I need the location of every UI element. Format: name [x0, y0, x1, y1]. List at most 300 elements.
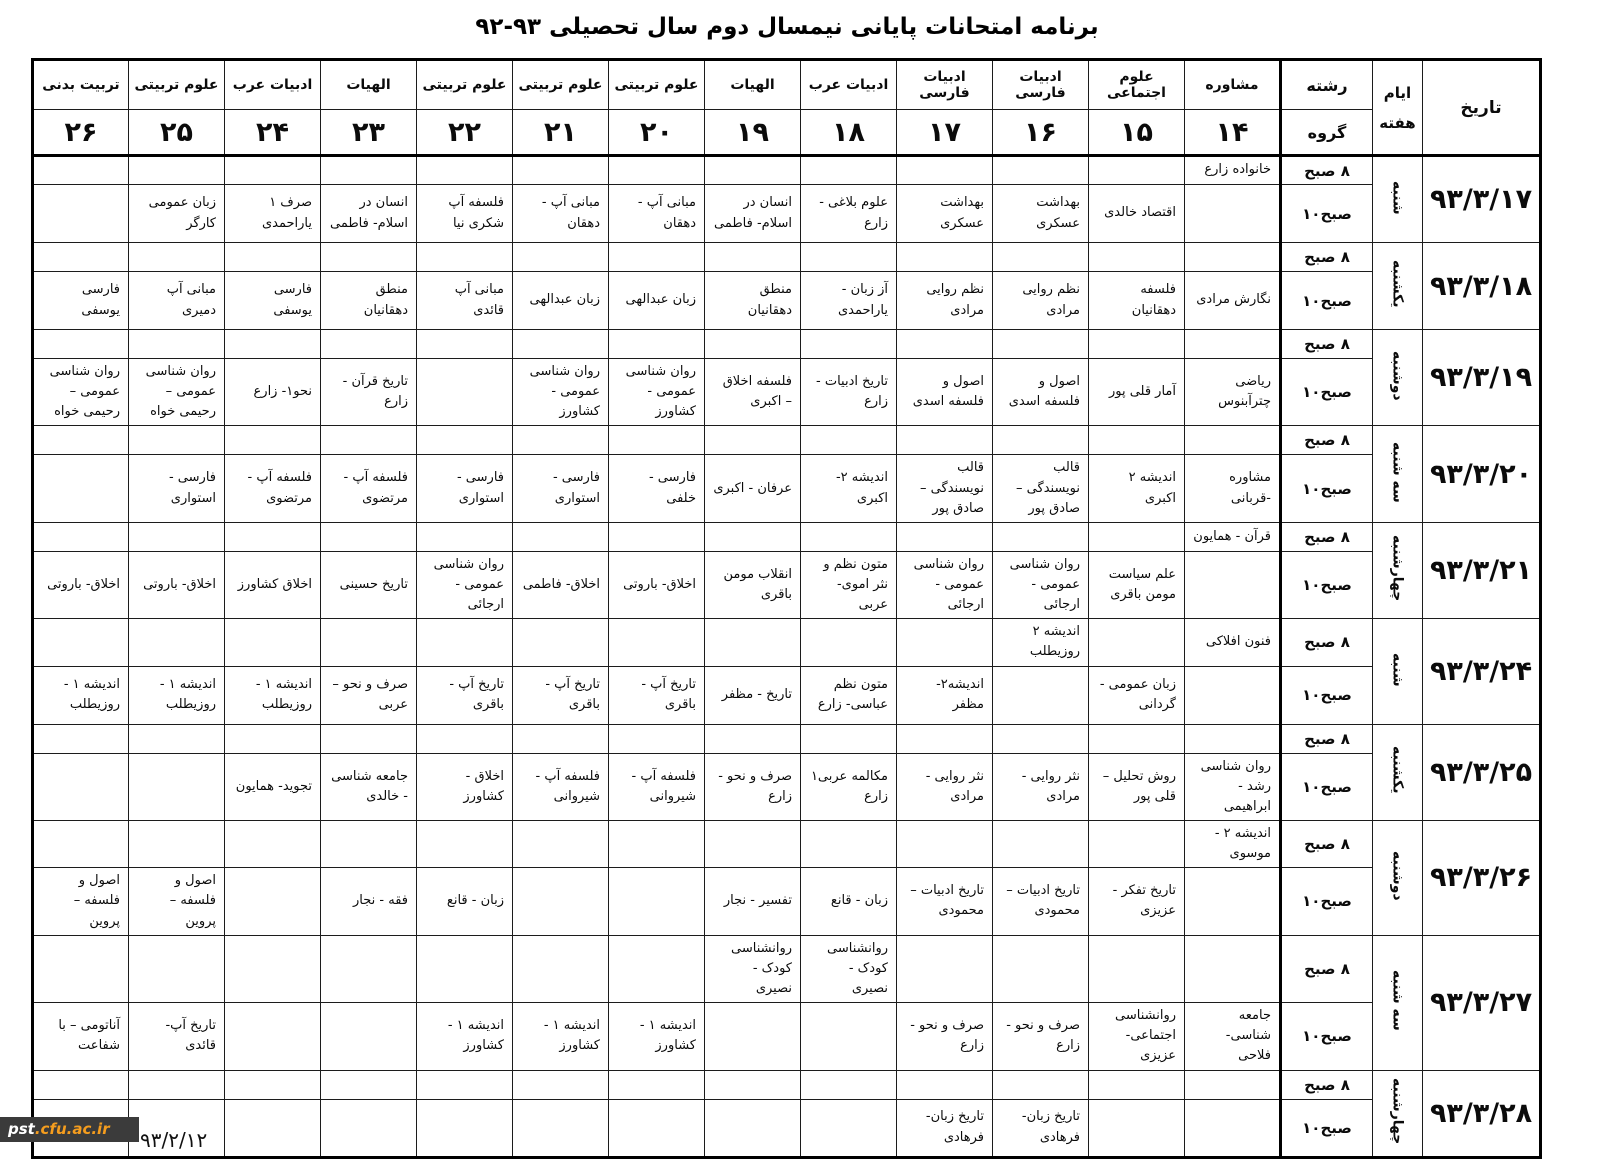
exam-cell-g23-10am: منطق دهقانیان: [321, 272, 417, 330]
exam-cell-g18-10am: [801, 1099, 897, 1157]
exam-cell-g24-8am: [225, 522, 321, 551]
exam-cell-g26-10am: [33, 185, 129, 243]
exam-cell-g25-8am: [129, 330, 225, 359]
exam-cell-g22-10am: روان شناسی عمومی - ارجائی: [417, 551, 513, 618]
day-cell: [1373, 935, 1423, 1070]
exam-cell-g22-10am: فارسی - استواری: [417, 455, 513, 522]
exam-cell-g21-10am: زبان عبدالهی: [513, 272, 609, 330]
exam-cell-g22-8am: [417, 330, 513, 359]
header-group-number-19: ۱۹: [705, 110, 801, 156]
exam-cell-g16-10am: نظم روایی مرادی: [993, 272, 1089, 330]
header-days-line1: ایام: [1383, 83, 1412, 102]
header-group-number-23: ۲۳: [321, 110, 417, 156]
exam-cell-g21-8am: [513, 426, 609, 455]
exam-cell-g17-10am: بهداشت عسکری: [897, 185, 993, 243]
exam-cell-g17-10am: اندیشه۲- مظفر: [897, 666, 993, 724]
exam-cell-g19-10am: انقلاب مومن باقری: [705, 551, 801, 618]
exam-cell-g18-10am: تاریخ ادبیات - زارع: [801, 359, 897, 426]
header-group-number-15: ۱۵: [1089, 110, 1185, 156]
exam-cell-g16-10am: تاریخ ادبیات – محمودی: [993, 868, 1089, 935]
exam-cell-g22-8am: [417, 156, 513, 185]
exam-cell-g24-10am: [225, 1003, 321, 1070]
exam-cell-g19-8am: [705, 330, 801, 359]
exam-cell-g15-10am: روانشناسی اجتماعی- عزیزی: [1089, 1003, 1185, 1070]
exam-cell-g21-10am: [513, 1099, 609, 1157]
time-slot-8am: ۸ صبح: [1281, 243, 1373, 272]
header-group-number-21: ۲۱: [513, 110, 609, 156]
exam-cell-g24-10am: فارسی یوسفی: [225, 272, 321, 330]
exam-cell-g15-8am: [1089, 522, 1185, 551]
time-slot-10am: ۱۰صبح: [1281, 753, 1373, 820]
exam-cell-g16-10am: قالب نویسندگی – صادق پور: [993, 455, 1089, 522]
exam-cell-g20-8am: [609, 1070, 705, 1099]
exam-cell-g14-10am: [1185, 551, 1281, 618]
exam-cell-g19-10am: صرف و نحو - زارع: [705, 753, 801, 820]
header-group-number-26: ۲۶: [33, 110, 129, 156]
exam-cell-g18-8am: [801, 243, 897, 272]
exam-cell-g18-8am: [801, 820, 897, 867]
exam-cell-g24-8am: [225, 330, 321, 359]
exam-cell-g25-8am: [129, 820, 225, 867]
exam-cell-g20-8am: [609, 243, 705, 272]
exam-cell-g16-8am: [993, 156, 1089, 185]
exam-cell-g17-10am: تاریخ ادبیات – محمودی: [897, 868, 993, 935]
exam-cell-g25-10am: روان شناسی عمومی – رحیمی خواه: [129, 359, 225, 426]
watermark-pst: pst: [8, 1120, 35, 1138]
exam-cell-g24-10am: صرف ۱ یاراحمدی: [225, 185, 321, 243]
exam-cell-g16-10am: نثر روایی - مرادی: [993, 753, 1089, 820]
day-cell: [1373, 243, 1423, 330]
exam-cell-g21-8am: [513, 330, 609, 359]
exam-cell-g22-8am: [417, 619, 513, 666]
exam-cell-g20-10am: مبانی آپ - دهقان: [609, 185, 705, 243]
exam-cell-g18-10am: آز زبان - یاراحمدی: [801, 272, 897, 330]
exam-cell-g26-8am: [33, 426, 129, 455]
day-name: چهارشنبه: [1389, 535, 1406, 602]
exam-cell-g15-10am: زبان عمومی - گردانی: [1089, 666, 1185, 724]
day-cell: [1373, 820, 1423, 935]
exam-cell-g16-8am: [993, 820, 1089, 867]
exam-cell-g14-8am: فنون افلاکی: [1185, 619, 1281, 666]
exam-cell-g20-10am: زبان عبدالهی: [609, 272, 705, 330]
exam-cell-g21-8am: [513, 935, 609, 1002]
header-field-15: علوم اجتماعی: [1089, 60, 1185, 110]
exam-cell-g18-8am: [801, 724, 897, 753]
header-group-number-17: ۱۷: [897, 110, 993, 156]
exam-cell-g18-8am: [801, 426, 897, 455]
exam-cell-g24-10am: اندیشه ۱ - روزیطلب: [225, 666, 321, 724]
exam-cell-g26-10am: اندیشه ۱ - روزیطلب: [33, 666, 129, 724]
header-field-14: مشاوره: [1185, 60, 1281, 110]
exam-cell-g23-10am: جامعه شناسی - خالدی: [321, 753, 417, 820]
exam-cell-g17-8am: [897, 1070, 993, 1099]
exam-cell-g21-10am: روان شناسی عمومی - کشاورز: [513, 359, 609, 426]
exam-cell-g15-8am: [1089, 724, 1185, 753]
exam-cell-g22-8am: [417, 820, 513, 867]
exam-cell-g21-10am: فلسفه آپ - شیروانی: [513, 753, 609, 820]
exam-cell-g18-8am: [801, 619, 897, 666]
exam-cell-g25-8am: [129, 724, 225, 753]
exam-cell-g24-8am: [225, 935, 321, 1002]
exam-cell-g24-10am: نحو۱- زارع: [225, 359, 321, 426]
watermark-domain: .cfu.ac.ir: [34, 1120, 110, 1138]
time-slot-10am: ۱۰صبح: [1281, 1003, 1373, 1070]
exam-cell-g26-10am: [33, 753, 129, 820]
time-slot-8am: ۸ صبح: [1281, 426, 1373, 455]
exam-cell-g25-8am: [129, 522, 225, 551]
exam-cell-g21-10am: اندیشه ۱ - کشاورز: [513, 1003, 609, 1070]
exam-cell-g25-8am: [129, 1070, 225, 1099]
header-group-label-reshte: رشته: [1281, 60, 1373, 110]
day-cell: [1373, 426, 1423, 522]
exam-cell-g15-10am: تاریخ تفکر - عزیزی: [1089, 868, 1185, 935]
exam-cell-g23-8am: [321, 426, 417, 455]
exam-cell-g15-8am: [1089, 243, 1185, 272]
exam-cell-g19-10am: [705, 1099, 801, 1157]
exam-cell-g20-10am: فلسفه آپ - شیروانی: [609, 753, 705, 820]
date-cell: ۹۳/۳/۱۸: [1423, 243, 1541, 330]
header-field-26: تربیت بدنی: [33, 60, 129, 110]
exam-cell-g17-10am: قالب نویسندگی – صادق پور: [897, 455, 993, 522]
exam-cell-g17-10am: صرف و نحو - زارع: [897, 1003, 993, 1070]
exam-cell-g14-8am: [1185, 1070, 1281, 1099]
exam-cell-g24-10am: فلسفه آپ - مرتضوی: [225, 455, 321, 522]
header-group-number-20: ۲۰: [609, 110, 705, 156]
exam-cell-g19-8am: [705, 426, 801, 455]
exam-cell-g21-8am: [513, 724, 609, 753]
exam-cell-g18-8am: [801, 156, 897, 185]
exam-cell-g26-8am: [33, 1070, 129, 1099]
day-cell: [1373, 1070, 1423, 1157]
exam-cell-g21-8am: [513, 243, 609, 272]
exam-cell-g20-8am: [609, 935, 705, 1002]
exam-cell-g19-10am: تفسیر - نجار: [705, 868, 801, 935]
day-name: دوشنبه: [1389, 851, 1406, 901]
date-cell: ۹۳/۳/۱۹: [1423, 330, 1541, 426]
exam-cell-g14-8am: اندیشه ۲ - موسوی: [1185, 820, 1281, 867]
exam-cell-g14-10am: نگارش مرادی: [1185, 272, 1281, 330]
exam-cell-g16-10am: روان شناسی عمومی - ارجائی: [993, 551, 1089, 618]
exam-cell-g22-8am: [417, 724, 513, 753]
exam-cell-g21-10am: [513, 868, 609, 935]
exam-cell-g20-8am: [609, 820, 705, 867]
exam-cell-g23-8am: [321, 330, 417, 359]
exam-cell-g14-8am: [1185, 935, 1281, 1002]
header-field-23: الهیات: [321, 60, 417, 110]
exam-cell-g24-8am: [225, 1070, 321, 1099]
day-name: شنبه: [1389, 180, 1406, 215]
exam-cell-g24-8am: [225, 426, 321, 455]
day-name: سه شنبه: [1389, 441, 1406, 503]
date-cell: ۹۳/۳/۲۱: [1423, 522, 1541, 618]
exam-cell-g19-8am: [705, 820, 801, 867]
exam-cell-g17-8am: [897, 156, 993, 185]
exam-cell-g20-10am: فارسی - خلفی: [609, 455, 705, 522]
header-field-21: علوم تربیتی: [513, 60, 609, 110]
exam-cell-g21-10am: تاریخ آپ - باقری: [513, 666, 609, 724]
exam-cell-g18-8am: [801, 522, 897, 551]
exam-cell-g26-10am: فارسی یوسفی: [33, 272, 129, 330]
exam-cell-g24-10am: تجوید- همایون: [225, 753, 321, 820]
exam-cell-g15-8am: [1089, 820, 1185, 867]
exam-cell-g24-10am: اخلاق کشاورز: [225, 551, 321, 618]
exam-cell-g16-8am: [993, 243, 1089, 272]
exam-cell-g24-10am: [225, 1099, 321, 1157]
exam-cell-g23-8am: [321, 820, 417, 867]
exam-cell-g17-10am: نظم روایی مرادی: [897, 272, 993, 330]
time-slot-8am: ۸ صبح: [1281, 619, 1373, 666]
exam-cell-g17-8am: [897, 426, 993, 455]
header-group-number-14: ۱۴: [1185, 110, 1281, 156]
exam-cell-g21-10am: اخلاق- فاطمی: [513, 551, 609, 618]
exam-cell-g18-8am: [801, 1070, 897, 1099]
exam-cell-g16-8am: [993, 426, 1089, 455]
exam-cell-g21-8am: [513, 522, 609, 551]
exam-cell-g14-10am: [1185, 868, 1281, 935]
exam-cell-g24-8am: [225, 619, 321, 666]
exam-cell-g21-8am: [513, 820, 609, 867]
day-name: شنبه: [1389, 652, 1406, 687]
exam-cell-g25-8am: [129, 426, 225, 455]
exam-cell-g17-8am: [897, 619, 993, 666]
exam-cell-g19-10am: منطق دهقانیان: [705, 272, 801, 330]
exam-cell-g22-10am: [417, 1099, 513, 1157]
exam-cell-g14-10am: ریاضی چترآبنوس: [1185, 359, 1281, 426]
exam-cell-g26-8am: [33, 935, 129, 1002]
time-slot-10am: ۱۰صبح: [1281, 868, 1373, 935]
exam-cell-g15-8am: [1089, 426, 1185, 455]
table-header: [33, 60, 1541, 156]
exam-cell-g26-8am: [33, 156, 129, 185]
exam-cell-g25-10am: [129, 753, 225, 820]
date-cell: ۹۳/۳/۲۵: [1423, 724, 1541, 820]
exam-cell-g15-10am: علم سیاست مومن باقری: [1089, 551, 1185, 618]
time-slot-8am: ۸ صبح: [1281, 724, 1373, 753]
exam-cell-g19-8am: روانشناسی کودک - نصیری: [705, 935, 801, 1002]
header-days-label: [1373, 60, 1423, 156]
exam-cell-g22-10am: [417, 359, 513, 426]
exam-cell-g26-8am: [33, 619, 129, 666]
header-field-24: ادبیات عرب: [225, 60, 321, 110]
header-date-label: تاریخ: [1423, 60, 1541, 156]
exam-cell-g23-10am: انسان در اسلام- فاطمی: [321, 185, 417, 243]
exam-cell-g20-10am: اندیشه ۱ - کشاورز: [609, 1003, 705, 1070]
approval-date: ۹۳/۲/۱۲: [140, 1128, 208, 1152]
exam-cell-g18-10am: متون نظم و نثر اموی- عربی: [801, 551, 897, 618]
exam-cell-g26-8am: [33, 820, 129, 867]
exam-schedule-table: [31, 58, 1542, 1159]
page-title: برنامه امتحانات پایانی نیمسال دوم سال تحصیلی ۹۳-۹۲: [475, 14, 1099, 40]
exam-cell-g17-10am: روان شناسی عمومی - ارجائی: [897, 551, 993, 618]
exam-cell-g20-8am: [609, 619, 705, 666]
exam-cell-g20-8am: [609, 426, 705, 455]
time-slot-8am: ۸ صبح: [1281, 156, 1373, 185]
time-slot-10am: ۱۰صبح: [1281, 551, 1373, 618]
exam-cell-g22-8am: [417, 426, 513, 455]
exam-cell-g15-10am: اقتصاد خالدی: [1089, 185, 1185, 243]
exam-cell-g24-8am: [225, 243, 321, 272]
exam-cell-g19-8am: [705, 619, 801, 666]
exam-cell-g16-10am: صرف و نحو - زارع: [993, 1003, 1089, 1070]
exam-cell-g19-8am: [705, 156, 801, 185]
exam-cell-g19-8am: [705, 724, 801, 753]
exam-cell-g17-10am: اصول و فلسفه اسدی: [897, 359, 993, 426]
header-field-18: ادبیات عرب: [801, 60, 897, 110]
exam-cell-g14-10am: [1185, 666, 1281, 724]
exam-cell-g23-8am: [321, 243, 417, 272]
exam-cell-g17-8am: [897, 820, 993, 867]
exam-cell-g15-8am: [1089, 156, 1185, 185]
exam-cell-g26-8am: [33, 724, 129, 753]
exam-cell-g20-10am: اخلاق- باروتی: [609, 551, 705, 618]
header-group-number-24: ۲۴: [225, 110, 321, 156]
header-group-number-18: ۱۸: [801, 110, 897, 156]
exam-cell-g26-10am: روان شناسی عمومی – رحیمی خواه: [33, 359, 129, 426]
exam-cell-g23-8am: [321, 619, 417, 666]
header-field-19: الهیات: [705, 60, 801, 110]
exam-cell-g23-10am: فقه - نجار: [321, 868, 417, 935]
day-cell: [1373, 522, 1423, 618]
exam-cell-g22-10am: فلسفه آپ شکری نیا: [417, 185, 513, 243]
exam-cell-g16-8am: [993, 522, 1089, 551]
exam-cell-g23-10am: تاریخ قرآن - زارع: [321, 359, 417, 426]
exam-cell-g14-8am: قرآن - همایون: [1185, 522, 1281, 551]
exam-cell-g23-10am: صرف و نحو – عربی: [321, 666, 417, 724]
exam-cell-g15-10am: اندیشه ۲ اکبری: [1089, 455, 1185, 522]
exam-cell-g15-8am: [1089, 330, 1185, 359]
header-days-line2: هفته: [1379, 113, 1416, 132]
day-cell: [1373, 619, 1423, 724]
exam-cell-g18-8am: [801, 330, 897, 359]
exam-cell-g18-10am: اندیشه ۲- اکبری: [801, 455, 897, 522]
table-body: [33, 156, 1541, 1158]
exam-cell-g26-8am: [33, 330, 129, 359]
exam-cell-g24-8am: [225, 724, 321, 753]
exam-cell-g22-8am: [417, 522, 513, 551]
exam-cell-g25-10am: زبان عمومی کارگر: [129, 185, 225, 243]
exam-cell-g25-8am: [129, 156, 225, 185]
exam-cell-g15-10am: [1089, 1099, 1185, 1157]
day-cell: [1373, 724, 1423, 820]
exam-cell-g21-8am: [513, 619, 609, 666]
exam-cell-g20-8am: [609, 522, 705, 551]
day-cell: [1373, 156, 1423, 243]
exam-cell-g20-10am: روان شناسی عمومی - کشاورز: [609, 359, 705, 426]
header-field-20: علوم تربیتی: [609, 60, 705, 110]
exam-cell-g16-8am: اندیشه ۲ روزیطلب: [993, 619, 1089, 666]
exam-cell-g17-10am: نثر روایی - مرادی: [897, 753, 993, 820]
exam-cell-g22-8am: [417, 243, 513, 272]
exam-cell-g14-10am: [1185, 185, 1281, 243]
exam-cell-g26-10am: اصول و فلسفه – پروین: [33, 868, 129, 935]
exam-cell-g23-8am: [321, 156, 417, 185]
exam-cell-g24-8am: [225, 820, 321, 867]
exam-cell-g16-10am: [993, 666, 1089, 724]
exam-cell-g14-8am: [1185, 330, 1281, 359]
header-field-22: علوم تربیتی: [417, 60, 513, 110]
exam-cell-g16-10am: تاریخ زبان- فرهادی: [993, 1099, 1089, 1157]
day-cell: [1373, 330, 1423, 426]
header-group-number-16: ۱۶: [993, 110, 1089, 156]
exam-cell-g16-8am: [993, 935, 1089, 1002]
title-bar: [32, 14, 1542, 40]
exam-cell-g25-10am: تاریخ آپ- قائدی: [129, 1003, 225, 1070]
exam-cell-g25-10am: مبانی آپ دمیری: [129, 272, 225, 330]
exam-cell-g26-8am: [33, 243, 129, 272]
exam-cell-g25-10am: فارسی - استواری: [129, 455, 225, 522]
date-cell: ۹۳/۳/۱۷: [1423, 156, 1541, 243]
exam-cell-g16-10am: بهداشت عسکری: [993, 185, 1089, 243]
header-group-number-22: ۲۲: [417, 110, 513, 156]
exam-cell-g22-10am: زبان - قانع: [417, 868, 513, 935]
time-slot-10am: ۱۰صبح: [1281, 272, 1373, 330]
time-slot-8am: ۸ صبح: [1281, 522, 1373, 551]
header-group-label-gorooh: گروه: [1281, 110, 1373, 156]
day-name: چهارشنبه: [1389, 1077, 1406, 1145]
exam-cell-g17-8am: [897, 243, 993, 272]
exam-cell-g15-10am: روش تحلیل – قلی پور: [1089, 753, 1185, 820]
exam-cell-g22-8am: [417, 1070, 513, 1099]
exam-cell-g19-8am: [705, 243, 801, 272]
exam-cell-g24-8am: [225, 156, 321, 185]
exam-cell-g26-10am: اخلاق- باروتی: [33, 551, 129, 618]
exam-cell-g25-8am: [129, 243, 225, 272]
exam-cell-g23-8am: [321, 935, 417, 1002]
date-cell: ۹۳/۳/۲۸: [1423, 1070, 1541, 1157]
date-cell: ۹۳/۳/۲۶: [1423, 820, 1541, 935]
exam-cell-g20-10am: [609, 1099, 705, 1157]
exam-cell-g20-8am: [609, 724, 705, 753]
time-slot-10am: ۱۰صبح: [1281, 359, 1373, 426]
exam-cell-g20-10am: تاریخ آپ - باقری: [609, 666, 705, 724]
time-slot-8am: ۸ صبح: [1281, 330, 1373, 359]
exam-cell-g23-8am: [321, 724, 417, 753]
exam-cell-g19-10am: تاریخ - مظفر: [705, 666, 801, 724]
watermark-badge: [0, 1117, 139, 1142]
exam-cell-g16-8am: [993, 1070, 1089, 1099]
time-slot-8am: ۸ صبح: [1281, 935, 1373, 1002]
exam-cell-g26-10am: آناتومی – با شفاعت: [33, 1003, 129, 1070]
exam-cell-g23-10am: [321, 1099, 417, 1157]
exam-cell-g18-10am: مکالمه عربی۱ زارع: [801, 753, 897, 820]
exam-cell-g22-10am: مبانی آپ قائدی: [417, 272, 513, 330]
exam-cell-g22-10am: تاریخ آپ - باقری: [417, 666, 513, 724]
exam-cell-g15-8am: [1089, 935, 1185, 1002]
exam-cell-g21-10am: فارسی - استواری: [513, 455, 609, 522]
exam-cell-g19-8am: [705, 522, 801, 551]
exam-cell-g22-10am: اخلاق - کشاورز: [417, 753, 513, 820]
exam-cell-g25-8am: [129, 619, 225, 666]
exam-cell-g19-8am: [705, 1070, 801, 1099]
header-group-number-25: ۲۵: [129, 110, 225, 156]
exam-cell-g21-10am: مبانی آپ - دهقان: [513, 185, 609, 243]
exam-cell-g15-8am: [1089, 1070, 1185, 1099]
exam-cell-g22-10am: اندیشه ۱ - کشاورز: [417, 1003, 513, 1070]
exam-cell-g17-8am: [897, 522, 993, 551]
date-cell: ۹۳/۳/۲۴: [1423, 619, 1541, 724]
exam-cell-g26-10am: [33, 455, 129, 522]
exam-cell-g14-8am: [1185, 243, 1281, 272]
time-slot-8am: ۸ صبح: [1281, 820, 1373, 867]
table-wrap: [31, 58, 1542, 1159]
exam-cell-g15-10am: آمار قلی پور: [1089, 359, 1185, 426]
header-field-25: علوم تربیتی: [129, 60, 225, 110]
exam-cell-g21-8am: [513, 156, 609, 185]
exam-cell-g19-10am: [705, 1003, 801, 1070]
header-field-17: ادبیات فارسی: [897, 60, 993, 110]
exam-cell-g23-8am: [321, 1070, 417, 1099]
exam-cell-g23-10am: تاریخ حسینی: [321, 551, 417, 618]
